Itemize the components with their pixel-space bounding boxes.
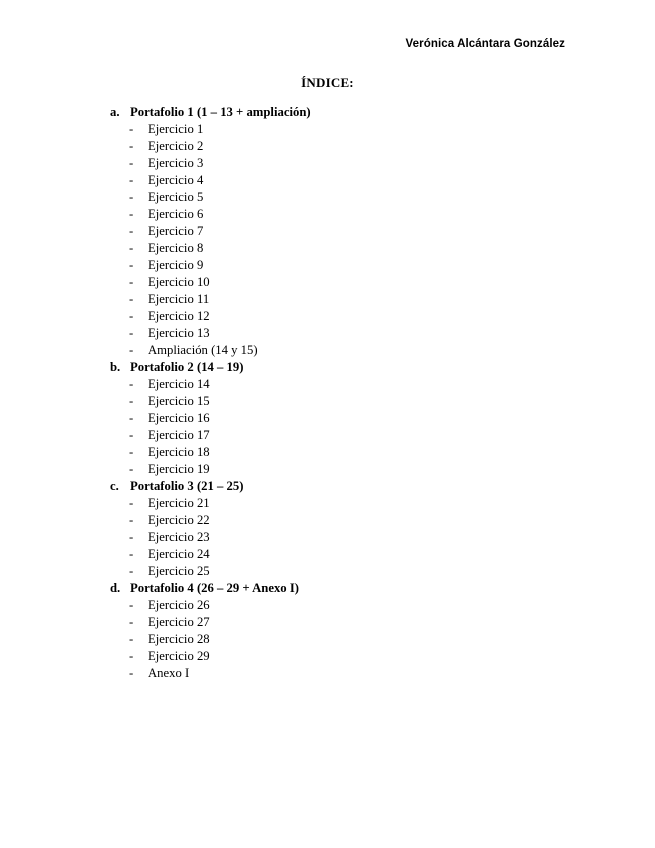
dash-bullet: - xyxy=(129,343,134,357)
toc-entry xyxy=(110,189,311,206)
section-title: Portafolio 2 (14 – 19) xyxy=(130,360,244,374)
entry-label: Ejercicio 5 xyxy=(148,190,204,204)
dash-bullet: - xyxy=(129,598,134,612)
entry-label: Ampliación (14 y 15) xyxy=(148,343,258,357)
dash-bullet: - xyxy=(129,530,134,544)
dash-bullet: - xyxy=(129,496,134,510)
toc-section-heading xyxy=(110,104,311,121)
dash-bullet: - xyxy=(129,513,134,527)
section-title: Portafolio 1 (1 – 13 + ampliación) xyxy=(130,105,311,119)
toc-entry xyxy=(110,121,311,138)
dash-bullet: - xyxy=(129,632,134,646)
section-letter: d. xyxy=(110,581,121,595)
entry-label: Ejercicio 12 xyxy=(148,309,210,323)
entry-label: Ejercicio 14 xyxy=(148,377,210,391)
toc-entry xyxy=(110,240,311,257)
toc-entry xyxy=(110,291,311,308)
toc-entry xyxy=(110,648,311,665)
entry-label: Ejercicio 3 xyxy=(148,156,204,170)
toc-entry xyxy=(110,257,311,274)
dash-bullet: - xyxy=(129,445,134,459)
entry-label: Ejercicio 29 xyxy=(148,649,210,663)
entry-label: Ejercicio 28 xyxy=(148,632,210,646)
toc-entry xyxy=(110,546,311,563)
entry-label: Anexo I xyxy=(148,666,190,680)
entry-label: Ejercicio 26 xyxy=(148,598,210,612)
dash-bullet: - xyxy=(129,190,134,204)
section-letter: b. xyxy=(110,360,121,374)
toc-entry xyxy=(110,342,311,359)
dash-bullet: - xyxy=(129,156,134,170)
toc-entry xyxy=(110,563,311,580)
entry-label: Ejercicio 8 xyxy=(148,241,204,255)
dash-bullet: - xyxy=(129,258,134,272)
dash-bullet: - xyxy=(129,666,134,680)
dash-bullet: - xyxy=(129,462,134,476)
toc-entry xyxy=(110,376,311,393)
section-title: Portafolio 4 (26 – 29 + Anexo I) xyxy=(130,581,299,595)
dash-bullet: - xyxy=(129,139,134,153)
dash-bullet: - xyxy=(129,547,134,561)
dash-bullet: - xyxy=(129,173,134,187)
index-title: ÍNDICE: xyxy=(301,75,354,90)
dash-bullet: - xyxy=(129,241,134,255)
entry-label: Ejercicio 18 xyxy=(148,445,210,459)
toc-entry xyxy=(110,155,311,172)
entry-label: Ejercicio 22 xyxy=(148,513,210,527)
toc-entry xyxy=(110,614,311,631)
toc-entry xyxy=(110,461,311,478)
section-title: Portafolio 3 (21 – 25) xyxy=(130,479,244,493)
dash-bullet: - xyxy=(129,326,134,340)
toc-entry xyxy=(110,274,311,291)
toc-entry xyxy=(110,393,311,410)
entry-label: Ejercicio 16 xyxy=(148,411,210,425)
entry-label: Ejercicio 1 xyxy=(148,122,204,136)
entry-label: Ejercicio 23 xyxy=(148,530,210,544)
dash-bullet: - xyxy=(129,394,134,408)
dash-bullet: - xyxy=(129,292,134,306)
toc-entry xyxy=(110,631,311,648)
dash-bullet: - xyxy=(129,275,134,289)
dash-bullet: - xyxy=(129,649,134,663)
entry-label: Ejercicio 7 xyxy=(148,224,204,238)
entry-label: Ejercicio 13 xyxy=(148,326,210,340)
toc-entry xyxy=(110,308,311,325)
entry-label: Ejercicio 25 xyxy=(148,564,210,578)
toc-entry xyxy=(110,172,311,189)
dash-bullet: - xyxy=(129,309,134,323)
toc-section-heading xyxy=(110,478,311,495)
entry-label: Ejercicio 24 xyxy=(148,547,210,561)
toc-entry xyxy=(110,427,311,444)
dash-bullet: - xyxy=(129,428,134,442)
toc-entry xyxy=(110,512,311,529)
toc-entry xyxy=(110,495,311,512)
dash-bullet: - xyxy=(129,615,134,629)
dash-bullet: - xyxy=(129,377,134,391)
toc-entry xyxy=(110,138,311,155)
toc-section-heading xyxy=(110,580,311,597)
toc-entry xyxy=(110,325,311,342)
entry-label: Ejercicio 2 xyxy=(148,139,204,153)
toc-entry xyxy=(110,529,311,546)
entry-label: Ejercicio 11 xyxy=(148,292,210,306)
toc-entry xyxy=(110,444,311,461)
entry-label: Ejercicio 10 xyxy=(148,275,210,289)
table-of-contents xyxy=(110,104,311,682)
toc-entry xyxy=(110,410,311,427)
toc-entry xyxy=(110,206,311,223)
toc-entry xyxy=(110,223,311,240)
dash-bullet: - xyxy=(129,122,134,136)
section-letter: a. xyxy=(110,105,120,119)
toc-entry xyxy=(110,665,311,682)
entry-label: Ejercicio 4 xyxy=(148,173,204,187)
entry-label: Ejercicio 19 xyxy=(148,462,210,476)
toc-section-heading xyxy=(110,359,311,376)
toc-entry xyxy=(110,597,311,614)
entry-label: Ejercicio 21 xyxy=(148,496,210,510)
entry-label: Ejercicio 27 xyxy=(148,615,210,629)
entry-label: Ejercicio 9 xyxy=(148,258,204,272)
entry-label: Ejercicio 6 xyxy=(148,207,204,221)
dash-bullet: - xyxy=(129,207,134,221)
dash-bullet: - xyxy=(129,411,134,425)
dash-bullet: - xyxy=(129,564,134,578)
entry-label: Ejercicio 15 xyxy=(148,394,210,408)
entry-label: Ejercicio 17 xyxy=(148,428,210,442)
section-letter: c. xyxy=(110,479,119,493)
author-name: Verónica Alcántara González xyxy=(405,38,565,50)
dash-bullet: - xyxy=(129,224,134,238)
